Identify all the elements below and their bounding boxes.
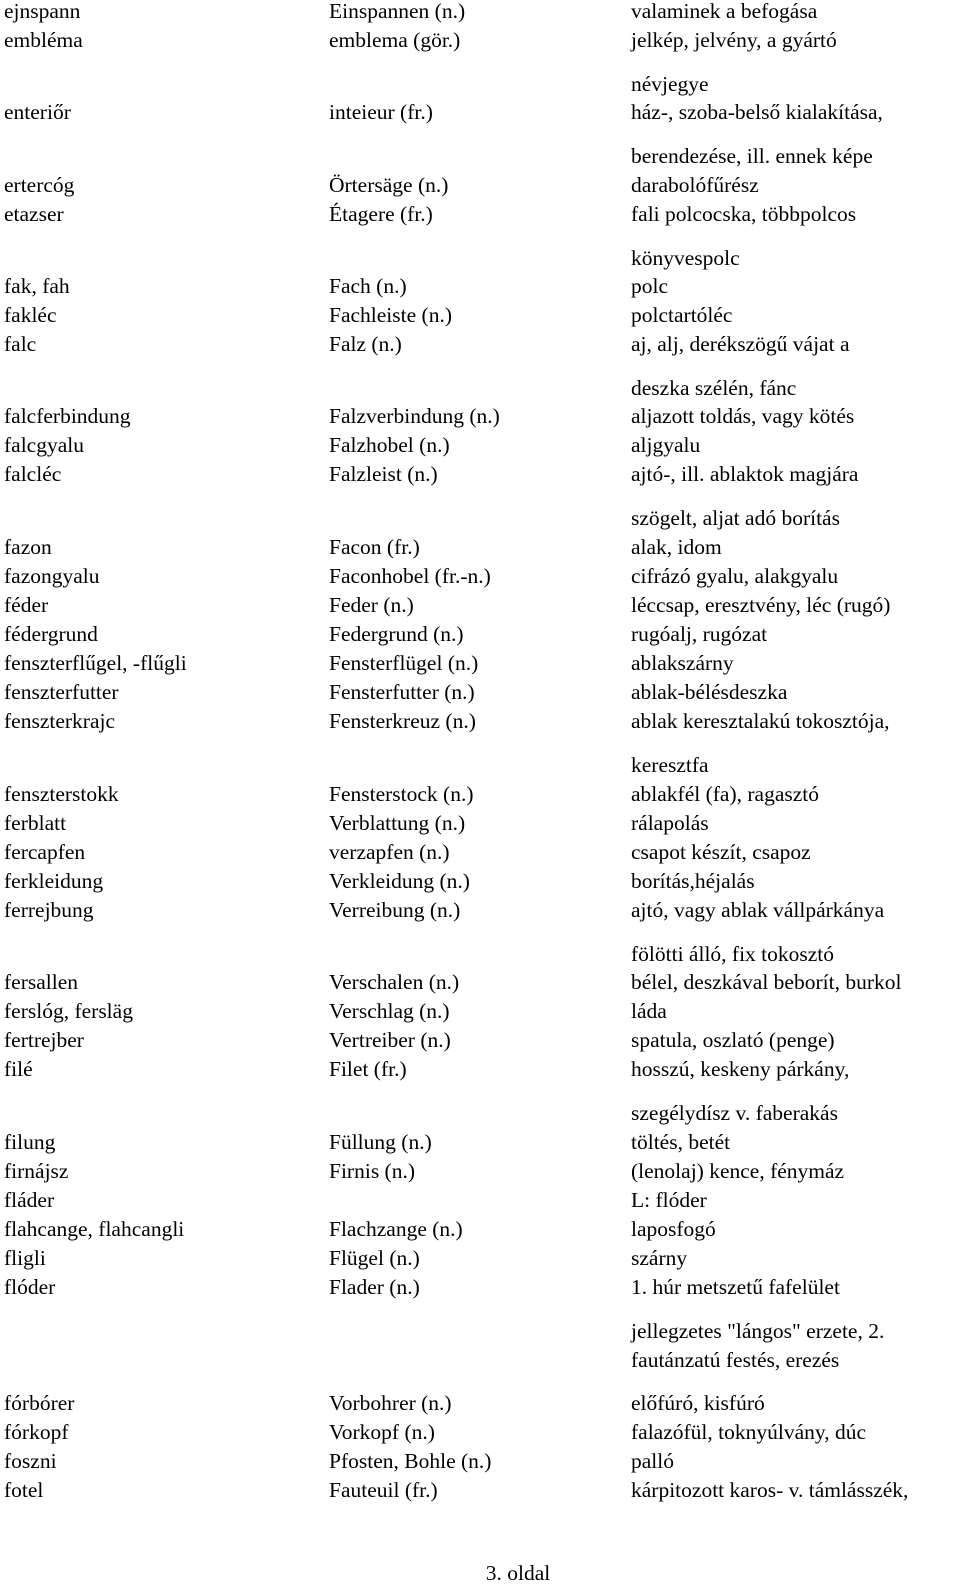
meaning-cell <box>631 331 850 404</box>
term-cell: fertrejber <box>4 1028 84 1052</box>
term-cell: ejnspann <box>4 0 81 23</box>
source-word-cell: Verschlag (n.) <box>329 999 450 1023</box>
meaning-cell <box>631 563 838 592</box>
source-word-cell: Fensterflügel (n.) <box>329 651 479 675</box>
meaning-line: ablak keresztalakú tokosztója, <box>631 709 890 733</box>
source-word-cell: Flader (n.) <box>329 1275 420 1299</box>
source-word-cell: Federgrund (n.) <box>329 622 464 646</box>
term-cell: fédergrund <box>4 622 98 646</box>
source-word-cell: Fachleiste (n.) <box>329 303 452 327</box>
source-word-cell: Fauteuil (fr.) <box>329 1478 438 1502</box>
term-cell: embléma <box>4 28 83 52</box>
term-cell: filung <box>4 1130 56 1154</box>
meaning-cell <box>631 650 734 679</box>
meaning-cell <box>631 897 884 970</box>
meaning-cell <box>631 1274 884 1376</box>
source-word-cell: Flachzange (n.) <box>329 1217 463 1241</box>
meaning-line: laposfogó <box>631 1217 716 1241</box>
term-cell: fakléc <box>4 303 57 327</box>
meaning-line: fali polcocska, többpolcos <box>631 202 857 226</box>
meaning-cell <box>631 1027 835 1056</box>
source-word-cell: emblema (gör.) <box>329 28 461 52</box>
term-cell: fotel <box>4 1478 44 1502</box>
meaning-line: ablak-bélésdeszka <box>631 680 788 704</box>
meaning-line: alak, idom <box>631 535 722 559</box>
term-cell: féder <box>4 593 49 617</box>
term-cell: ferrejbung <box>4 898 94 922</box>
meaning-cell <box>631 1477 908 1506</box>
meaning-cell <box>631 461 858 534</box>
source-word-cell: Verschalen (n.) <box>329 970 460 994</box>
meaning-line: töltés, betét <box>631 1130 731 1154</box>
source-word-cell: Falz (n.) <box>329 332 402 356</box>
meaning-line: szárny <box>631 1246 688 1270</box>
term-cell: flóder <box>4 1275 56 1299</box>
meaning-line: keresztfa <box>631 753 709 777</box>
source-word-cell: Vorbohrer (n.) <box>329 1391 452 1415</box>
meaning-cell <box>631 969 901 998</box>
meaning-line: előfúró, kisfúró <box>631 1391 765 1415</box>
term-cell: foszni <box>4 1449 57 1473</box>
source-word-cell: Vertreiber (n.) <box>329 1028 451 1052</box>
meaning-cell <box>631 534 722 563</box>
meaning-cell <box>631 810 709 839</box>
source-word-cell: Verkleidung (n.) <box>329 869 470 893</box>
meaning-cell <box>631 1216 716 1245</box>
meaning-line: ajtó-, ill. ablaktok magjára <box>631 462 859 486</box>
meaning-line: bélel, deszkával beborít, burkol <box>631 970 902 994</box>
meaning-cell <box>631 403 854 432</box>
meaning-cell <box>631 868 755 897</box>
meaning-cell <box>631 1245 687 1274</box>
meaning-cell <box>631 0 817 27</box>
source-word-cell: verzapfen (n.) <box>329 840 450 864</box>
meaning-line: spatula, oszlató (penge) <box>631 1028 835 1052</box>
meaning-line: fölötti álló, fix tokosztó <box>631 942 835 966</box>
source-word-cell: Örtersäge (n.) <box>329 173 449 197</box>
term-cell: falc <box>4 332 37 356</box>
meaning-cell <box>631 1158 844 1187</box>
source-word-cell: Facon (fr.) <box>329 535 420 559</box>
term-cell: fligli <box>4 1246 46 1270</box>
meaning-cell <box>631 1419 866 1448</box>
term-cell: fersallen <box>4 970 79 994</box>
term-cell: filé <box>4 1057 33 1081</box>
meaning-line: falazófül, toknyúlvány, dúc <box>631 1420 867 1444</box>
meaning-cell <box>631 273 668 302</box>
source-word-cell: Falzleist (n.) <box>329 462 438 486</box>
meaning-line: aljgyalu <box>631 433 701 457</box>
source-word-cell: Firnis (n.) <box>329 1159 415 1183</box>
meaning-line: rugóalj, rugózat <box>631 622 768 646</box>
meaning-cell <box>631 1187 707 1216</box>
meaning-cell <box>631 708 890 781</box>
source-word-cell: Vorkopf (n.) <box>329 1420 435 1444</box>
source-word-cell: Faconhobel (fr.-n.) <box>329 564 491 588</box>
term-cell: ferblatt <box>4 811 67 835</box>
source-word-cell: Füllung (n.) <box>329 1130 432 1154</box>
meaning-line: (lenolaj) kence, fénymáz <box>631 1159 845 1183</box>
meaning-cell <box>631 621 767 650</box>
meaning-line: valaminek a befogása <box>631 0 818 23</box>
meaning-line: jelkép, jelvény, a gyártó <box>631 28 837 52</box>
source-word-cell: Fensterfutter (n.) <box>329 680 475 704</box>
term-cell: ferkleidung <box>4 869 104 893</box>
meaning-line: fautánzatú festés, erezés <box>631 1348 840 1372</box>
meaning-line: 1. húr metszetű fafelület <box>631 1275 840 1299</box>
meaning-cell <box>631 1056 849 1129</box>
source-word-cell: Fensterkreuz (n.) <box>329 709 476 733</box>
meaning-line: ház-, szoba-belső kialakítása, <box>631 100 883 124</box>
term-cell: fórbórer <box>4 1391 75 1415</box>
meaning-cell <box>631 1448 674 1477</box>
source-word-cell: Fensterstock (n.) <box>329 782 474 806</box>
meaning-line: aljazott toldás, vagy kötés <box>631 404 855 428</box>
meaning-line: ablakfél (fa), ragasztó <box>631 782 820 806</box>
meaning-cell <box>631 998 667 1027</box>
source-word-cell: Feder (n.) <box>329 593 414 617</box>
meaning-cell <box>631 839 811 868</box>
source-word-cell: Étagere (fr.) <box>329 202 433 226</box>
meaning-line: ajtó, vagy ablak vállpárkánya <box>631 898 885 922</box>
meaning-line: deszka szélén, fánc <box>631 376 797 400</box>
meaning-line: szögelt, aljat adó borítás <box>631 506 840 530</box>
meaning-line: ablakszárny <box>631 651 734 675</box>
meaning-line: léccsap, eresztvény, léc (rugó) <box>631 593 891 617</box>
meaning-line: hosszú, keskeny párkány, <box>631 1057 850 1081</box>
meaning-cell <box>631 432 700 461</box>
meaning-line: csapot készít, csapoz <box>631 840 811 864</box>
term-cell: fenszterfutter <box>4 680 119 704</box>
meaning-line: cifrázó gyalu, alakgyalu <box>631 564 839 588</box>
source-word-cell: Verblattung (n.) <box>329 811 466 835</box>
meaning-line: darabolófűrész <box>631 173 759 197</box>
term-cell: etazser <box>4 202 64 226</box>
meaning-line: L: flóder <box>631 1188 707 1212</box>
term-cell: enteriőr <box>4 100 71 124</box>
meaning-line: szegélydísz v. faberakás <box>631 1101 838 1125</box>
meaning-cell <box>631 99 883 172</box>
meaning-line: berendezése, ill. ennek képe <box>631 144 873 168</box>
source-word-cell: Pfosten, Bohle (n.) <box>329 1449 492 1473</box>
meaning-line: borítás,héjalás <box>631 869 755 893</box>
meaning-cell <box>631 679 787 708</box>
meaning-cell <box>631 201 856 274</box>
term-cell: ertercóg <box>4 173 75 197</box>
term-cell: ferslóg, fersläg <box>4 999 133 1023</box>
meaning-cell <box>631 27 837 100</box>
meaning-cell <box>631 592 890 621</box>
source-word-cell: Fach (n.) <box>329 274 407 298</box>
source-word-cell: Filet (fr.) <box>329 1057 407 1081</box>
source-word-cell: Einspannen (n.) <box>329 0 466 23</box>
meaning-line: palló <box>631 1449 674 1473</box>
meaning-line: rálapolás <box>631 811 709 835</box>
meaning-line: névjegye <box>631 72 709 96</box>
term-cell: fazongyalu <box>4 564 100 588</box>
term-cell: falcferbindung <box>4 404 131 428</box>
source-word-cell: Falzverbindung (n.) <box>329 404 500 428</box>
term-cell: fenszterkrajc <box>4 709 116 733</box>
term-cell: fercapfen <box>4 840 86 864</box>
meaning-line: láda <box>631 999 667 1023</box>
meaning-line: polc <box>631 274 669 298</box>
source-word-cell: Flügel (n.) <box>329 1246 420 1270</box>
meaning-cell <box>631 781 819 810</box>
source-word-cell: inteieur (fr.) <box>329 100 433 124</box>
meaning-line: könyvespolc <box>631 246 740 270</box>
term-cell: falcléc <box>4 462 62 486</box>
term-cell: falcgyalu <box>4 433 84 457</box>
source-word-cell: Falzhobel (n.) <box>329 433 450 457</box>
term-cell: fazon <box>4 535 52 559</box>
meaning-cell <box>631 1390 765 1419</box>
term-cell: fenszterflűgel, -flűgli <box>4 651 187 675</box>
meaning-line: aj, alj, derékszögű vájat a <box>631 332 850 356</box>
term-cell: flahcange, flahcangli <box>4 1217 185 1241</box>
page-number: 3. oldal <box>485 1561 551 1585</box>
meaning-line: polctartóléc <box>631 303 733 327</box>
term-cell: firnájsz <box>4 1159 69 1183</box>
meaning-cell <box>631 1129 730 1158</box>
term-cell: fláder <box>4 1188 55 1212</box>
meaning-cell <box>631 302 732 331</box>
meaning-line: kárpitozott karos- v. támlásszék, <box>631 1478 909 1502</box>
meaning-line: jellegzetes "lángos" erzete, 2. <box>631 1319 885 1343</box>
term-cell: fak, fah <box>4 274 70 298</box>
source-word-cell: Verreibung (n.) <box>329 898 461 922</box>
term-cell: fenszterstokk <box>4 782 119 806</box>
meaning-cell <box>631 172 759 201</box>
term-cell: fórkopf <box>4 1420 69 1444</box>
